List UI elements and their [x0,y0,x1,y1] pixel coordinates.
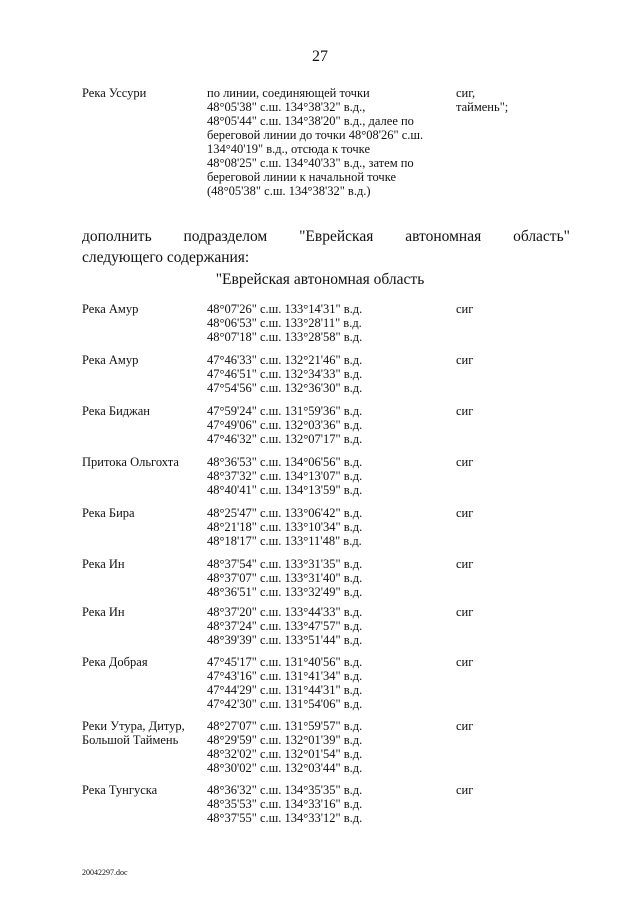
coordinate-line: 48°27'07" с.ш. 131°59'57" в.д. [207,719,363,733]
description-line: 48°05'38" с.ш. 134°38'32" в.д., [207,100,366,114]
coordinate-line: 48°29'59" с.ш. 132°01'39" в.д. [207,733,363,747]
coordinates [207,302,457,344]
fish-species: сиг [456,404,474,418]
river-name-line: Притока Ольгохта [82,455,179,469]
coordinate-line: 48°37'24" с.ш. 133°47'57" в.д. [207,619,363,633]
river-name-line: Река Ин [82,557,125,571]
coordinate-line: 47°46'32" с.ш. 132°07'17" в.д. [207,432,363,446]
description-line: 134°40'19" в.д., отсюда к точке [207,142,370,156]
coordinate-line: 48°37'32" с.ш. 134°13'07" в.д. [207,469,363,483]
river-name [82,605,207,619]
river-name-line: Река Ин [82,605,125,619]
coordinate-line: 47°45'17" с.ш. 131°40'56" в.д. [207,655,363,669]
coordinates [207,655,457,711]
intro-first-line [82,226,570,247]
footer-filename: 20042297.doc [82,868,128,877]
coordinate-line: 48°35'53" с.ш. 134°33'16" в.д. [207,797,363,811]
coordinates [207,404,457,446]
fish-line: таймень"; [456,100,509,114]
coordinates [207,455,457,497]
fish-species: сиг [456,719,474,733]
intro-second-line: следующего содержания: [82,249,250,266]
description-line: береговой линии к начальной точке [207,170,397,184]
coordinates [207,506,457,548]
river-name [82,719,207,747]
coordinate-line: 48°07'18" с.ш. 133°28'58" в.д. [207,330,363,344]
fish-species: сиг [456,353,474,367]
description-line: (48°05'38" с.ш. 134°38'32" в.д.) [207,184,371,198]
river-name [82,557,207,571]
coordinate-line: 48°40'41" с.ш. 134°13'59" в.д. [207,483,363,497]
river-name-line: Река Биджан [82,404,150,418]
coordinate-line: 48°07'26" с.ш. 133°14'31" в.д. [207,302,363,316]
coordinate-line: 48°18'17" с.ш. 133°11'48" в.д. [207,534,362,548]
coordinate-line: 48°36'51" с.ш. 133°32'49" в.д. [207,585,363,599]
coordinate-line: 48°32'02" с.ш. 132°01'54" в.д. [207,747,363,761]
coordinate-line: 48°37'55" с.ш. 134°33'12" в.д. [207,811,363,825]
river-name-line: Большой Таймень [82,733,179,747]
coordinate-line: 48°37'54" с.ш. 133°31'35" в.д. [207,557,363,571]
fish-species: сиг [456,506,474,520]
fish-species: сиг [456,302,474,316]
intro-paragraph [82,226,570,268]
coordinates [207,353,457,395]
description-line: по линии, соединяющей точки [207,86,370,100]
coordinate-line: 47°46'33" с.ш. 132°21'46" в.д. [207,353,363,367]
boundary-description [207,86,457,198]
river-name-line: Река Бира [82,506,135,520]
river-name [82,455,207,469]
river-name [82,353,207,367]
coordinate-line: 48°39'39" с.ш. 133°51'44" в.д. [207,633,363,647]
coordinate-line: 47°44'29" с.ш. 131°44'31" в.д. [207,683,363,697]
intro-word: область" [513,228,570,245]
coordinate-line: 48°36'32" с.ш. 134°35'35" в.д. [207,783,363,797]
coordinate-line: 48°25'47" с.ш. 133°06'42" в.д. [207,506,363,520]
coordinate-line: 48°37'07" с.ш. 133°31'40" в.д. [207,571,363,585]
river-name-line: Реки Утура, Дитур, [82,719,185,733]
river-name [82,506,207,520]
description-line: 48°08'25" с.ш. 134°40'33" в.д., затем по [207,156,414,170]
coordinate-line: 47°43'16" с.ш. 131°41'34" в.д. [207,669,363,683]
intro-word: подразделом [183,228,268,245]
description-line: береговой линии до точки 48°08'26" с.ш. [207,128,424,142]
coordinate-line: 48°06'53" с.ш. 133°28'11" в.д. [207,316,362,330]
intro-word: дополнить [82,228,152,245]
coordinate-line: 47°54'56" с.ш. 132°36'30" в.д. [207,381,363,395]
fish-species: сиг [456,455,474,469]
fish-species: сиг [456,783,474,797]
page-number: 27 [312,48,328,65]
intro-word: автономная [405,228,482,245]
coordinates [207,557,457,599]
fish-species: сиг [456,557,474,571]
section-heading: "Еврейская автономная область [215,271,425,288]
river-name-line: Река Амур [82,353,139,367]
description-line: 48°05'44" с.ш. 134°38'20" в.д., далее по [207,114,414,128]
river-name-line: Река Амур [82,302,139,316]
fish-species: сиг [456,605,474,619]
intro-word: "Еврейская [299,228,374,245]
coordinate-line: 47°59'24" с.ш. 131°59'36" в.д. [207,404,363,418]
fish-species: сиг [456,655,474,669]
river-name [82,783,207,797]
coordinates [207,783,457,825]
river-name: Река Уссури [82,86,147,100]
coordinate-line: 48°36'53" с.ш. 134°06'56" в.д. [207,455,363,469]
coordinates [207,719,457,775]
river-name [82,302,207,316]
coordinate-line: 48°21'18" с.ш. 133°10'34" в.д. [207,520,363,534]
coordinate-line: 48°37'20" с.ш. 133°44'33" в.д. [207,605,363,619]
coordinate-line: 47°49'06" с.ш. 132°03'36" в.д. [207,418,363,432]
river-name [82,404,207,418]
river-name-line: Река Добрая [82,655,148,669]
fish-species [456,86,586,114]
river-name [82,655,207,669]
coordinate-line: 47°46'51" с.ш. 132°34'33" в.д. [207,367,363,381]
coordinate-line: 48°30'02" с.ш. 132°03'44" в.д. [207,761,363,775]
river-name-line: Река Тунгуска [82,783,158,797]
fish-line: сиг, [456,86,476,100]
coordinates [207,605,457,647]
coordinate-line: 47°42'30" с.ш. 131°54'06" в.д. [207,697,363,711]
